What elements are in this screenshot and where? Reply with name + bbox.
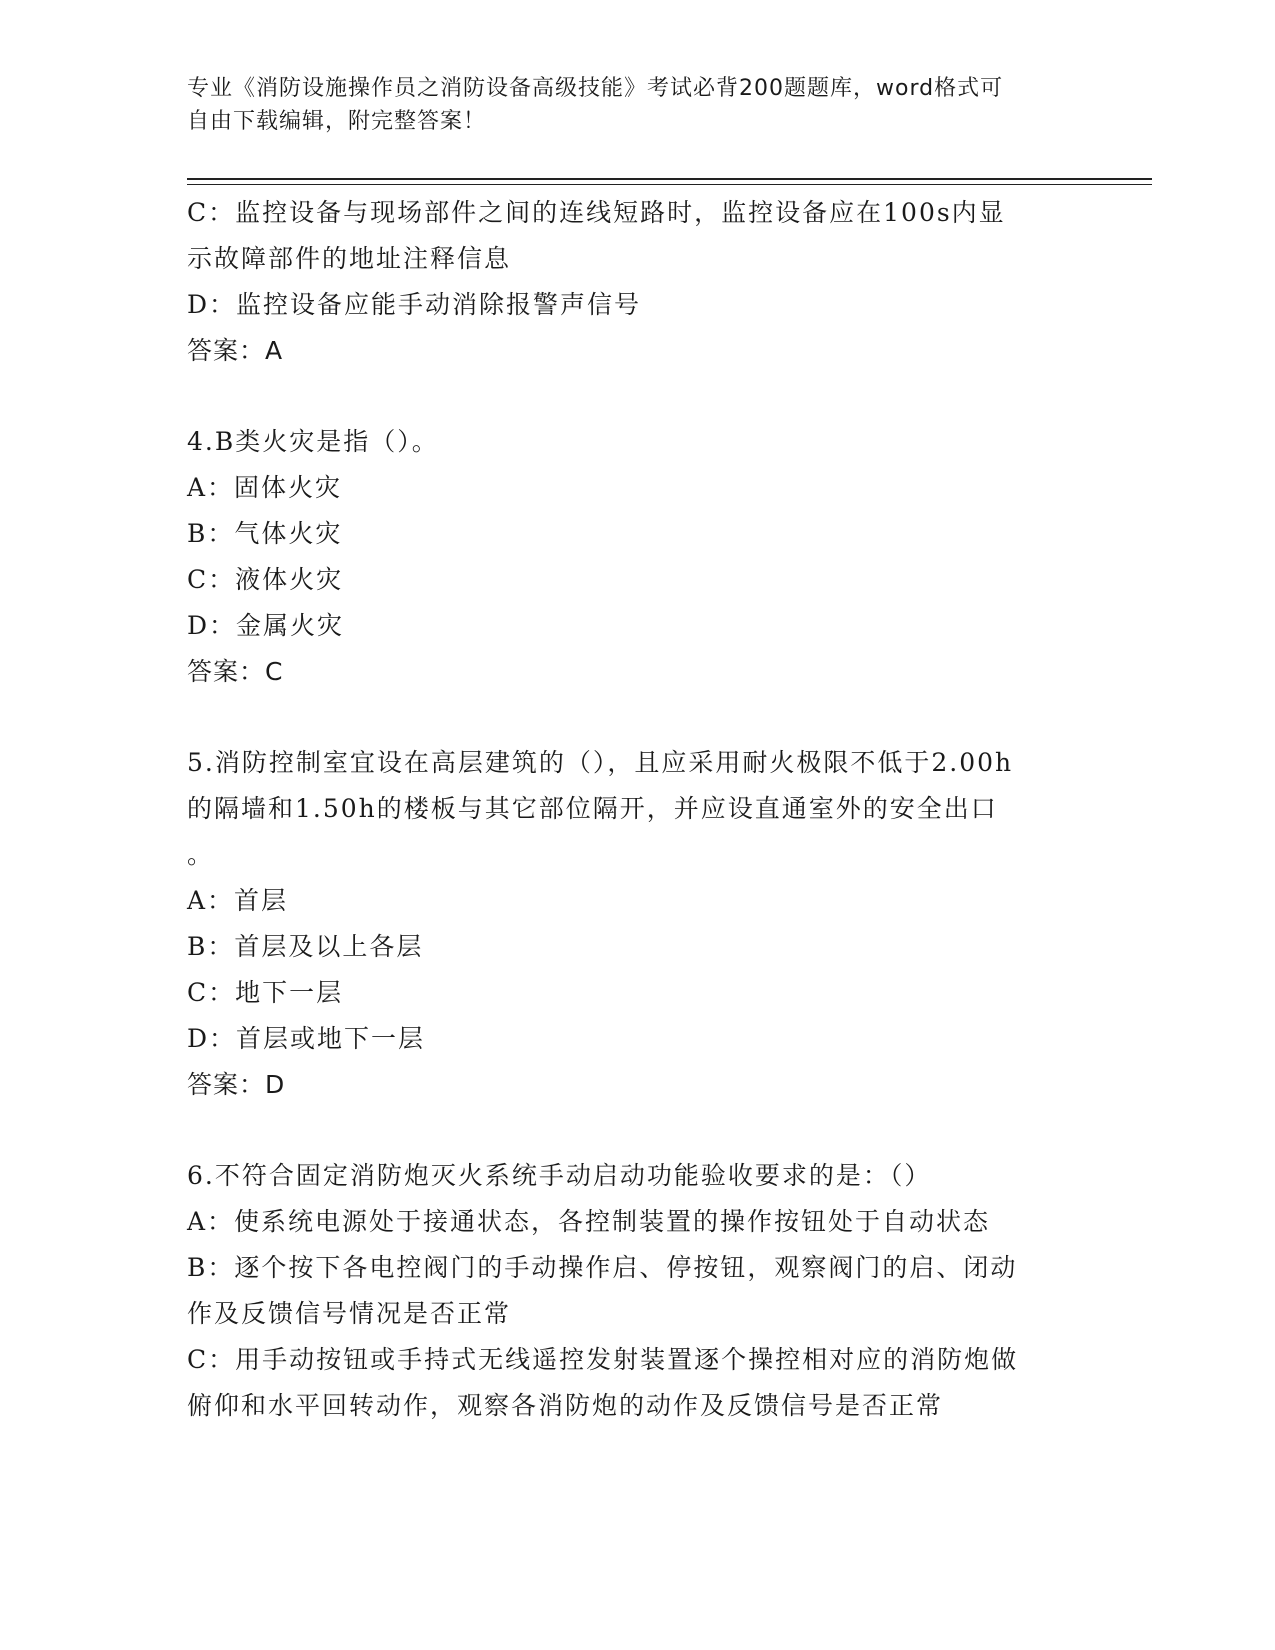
q4-answer: 答案：C bbox=[187, 657, 284, 686]
q6-option-a: A：使系统电源处于接通状态，各控制装置的操作按钮处于自动状态 bbox=[187, 1207, 991, 1236]
q4-option-a: A：固体火灾 bbox=[187, 473, 343, 502]
q4-option-d: D：金属火灾 bbox=[187, 611, 345, 640]
q4-option-c: C：液体火灾 bbox=[187, 565, 344, 594]
spacer bbox=[187, 1108, 1087, 1153]
q4-option-b: B：气体火灾 bbox=[187, 519, 343, 548]
header-title-line-2: 自由下载编辑，附完整答案！ bbox=[187, 109, 487, 134]
q5-question-line-1: 5.消防控制室宜设在高层建筑的（），且应采用耐火极限不低于2.00h bbox=[187, 748, 1014, 777]
q5-option-c: C：地下一层 bbox=[187, 978, 344, 1007]
question-5 bbox=[187, 740, 1087, 1108]
q6-option-c-line-2: 俯仰和水平回转动作，观察各消防炮的动作及反馈信号是否正常 bbox=[187, 1391, 944, 1420]
q5-option-b: B：首层及以上各层 bbox=[187, 932, 424, 961]
q5-option-a: A：首层 bbox=[187, 886, 289, 915]
question-6 bbox=[187, 1153, 1087, 1429]
q6-option-c-line-1: C：用手动按钮或手持式无线遥控发射装置逐个操控相对应的消防炮做 bbox=[187, 1345, 1019, 1374]
header-divider bbox=[187, 178, 1152, 185]
q5-answer: 答案：D bbox=[187, 1070, 286, 1099]
q5-option-d: D：首层或地下一层 bbox=[187, 1024, 426, 1053]
q6-option-b-line-1: B：逐个按下各电控阀门的手动操作启、停按钮，观察阀门的启、闭动 bbox=[187, 1253, 1018, 1282]
spacer bbox=[187, 374, 1087, 419]
q3-option-d: D：监控设备应能手动消除报警声信号 bbox=[187, 290, 642, 319]
q6-option-b-line-2: 作及反馈信号情况是否正常 bbox=[187, 1299, 512, 1328]
q4-question: 4.B类火灾是指（）。 bbox=[187, 427, 439, 456]
header-title-line-1: 专业《消防设施操作员之消防设备高级技能》考试必背200题题库，word格式可 bbox=[187, 76, 1004, 101]
q6-question: 6.不符合固定消防炮灭火系统手动启动功能验收要求的是：（） bbox=[187, 1161, 932, 1190]
spacer bbox=[187, 695, 1087, 740]
q3-option-c-line-2: 示故障部件的地址注释信息 bbox=[187, 244, 512, 273]
q5-question-line-3: 。 bbox=[187, 840, 215, 869]
question-3 bbox=[187, 190, 1087, 374]
q3-answer: 答案：A bbox=[187, 336, 284, 365]
page-header bbox=[187, 72, 1067, 138]
q5-question-line-2: 的隔墙和1.50h的楼板与其它部位隔开，并应设直通室外的安全出口 bbox=[187, 794, 998, 823]
document-body bbox=[187, 190, 1087, 1429]
q3-option-c-line-1: C：监控设备与现场部件之间的连线短路时，监控设备应在100s内显 bbox=[187, 198, 1006, 227]
question-4 bbox=[187, 419, 1087, 695]
